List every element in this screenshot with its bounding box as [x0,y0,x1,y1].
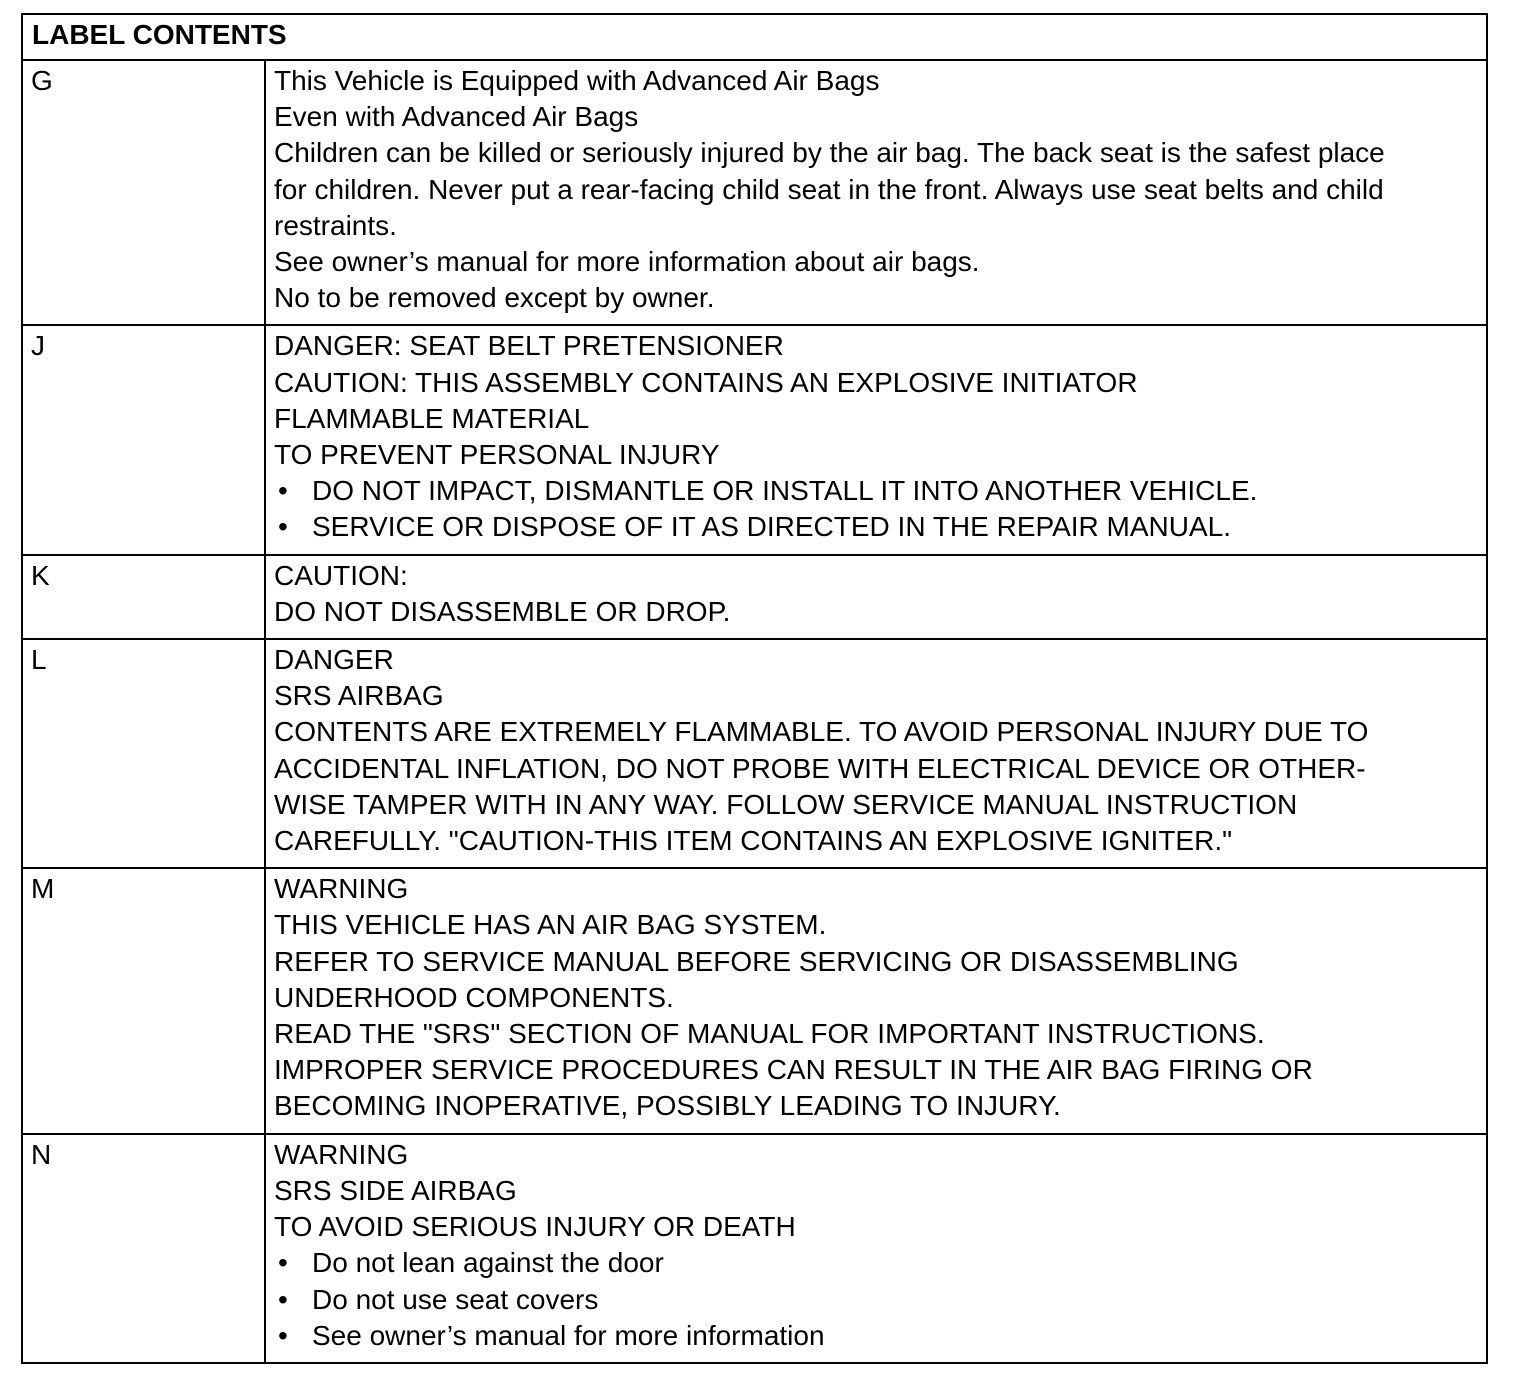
bullet-icon: • [278,1283,288,1315]
content-line: CAUTION: THIS ASSEMBLY CONTAINS AN EXPLOSIVE INITIATOR [274,366,1138,398]
content-line: SRS SIDE AIRBAG [274,1174,517,1206]
label-code: N [31,1138,52,1170]
content-line: THIS VEHICLE HAS AN AIR BAG SYSTEM. [274,909,827,941]
bullet-icon: • [278,1319,288,1351]
table-header-label: LABEL CONTENTS [32,19,287,50]
content-line: restraints. [274,209,397,241]
table-row [22,1134,1487,1363]
bullet-item [274,1282,1480,1318]
label-cell [22,60,265,325]
content-line: See owner’s manual for more information about air bags. [274,246,980,278]
content-line: WARNING [274,1138,409,1170]
label-cell [22,1134,265,1363]
content-line: Even with Advanced Air Bags [274,101,639,133]
bullet-text: See owner’s manual for more information [312,1319,825,1351]
contents-cell [265,1134,1487,1363]
content-line: CAUTION: [274,559,408,591]
bullet-icon: • [278,475,288,507]
content-line: CONTENTS ARE EXTREMELY FLAMMABLE. TO AVOID PERSONAL INJURY DUE TO [274,716,1369,748]
content-line: UNDERHOOD COMPONENTS. [274,981,674,1013]
content-line: Children can be killed or seriously injured by the air bag. The back seat is the safest place [274,137,1385,169]
table-row [22,868,1487,1133]
content-line: DANGER [274,644,394,676]
content-line: CAREFULLY. "CAUTION-THIS ITEM CONTAINS AN EXPLOSIVE IGNITER." [274,825,1233,857]
content-line: TO AVOID SERIOUS INJURY OR DEATH [274,1211,796,1243]
content-line: for children. Never put a rear-facing child seat in the front. Always use seat belts and child [274,173,1384,205]
content-line: REFER TO SERVICE MANUAL BEFORE SERVICING OR DISASSEMBLING [274,945,1239,977]
label-code: K [31,559,50,591]
bullet-icon: • [278,1247,288,1279]
bullet-text: Do not lean against the door [312,1247,664,1279]
bullet-icon: • [278,511,288,543]
content-line: No to be removed except by owner. [274,282,715,314]
bullet-item [274,1245,1480,1281]
content-line: TO PREVENT PERSONAL INJURY [274,439,720,471]
bullet-item [274,509,1480,545]
table-header [22,14,1487,60]
content-line: IMPROPER SERVICE PROCEDURES CAN RESULT IN THE AIR BAG FIRING OR [274,1054,1313,1086]
bullet-text: SERVICE OR DISPOSE OF IT AS DIRECTED IN THE REPAIR MANUAL. [312,511,1232,543]
contents-cell [265,325,1487,554]
bullet-text: Do not use seat covers [312,1283,599,1315]
label-cell [22,325,265,554]
label-code: G [31,65,53,96]
content-line: This Vehicle is Equipped with Advanced Air Bags [274,65,880,96]
content-line: READ THE "SRS" SECTION OF MANUAL FOR IMPORTANT INSTRUCTIONS. [274,1018,1265,1050]
table-row [22,639,1487,868]
label-contents-table [21,13,1488,1364]
label-code: M [31,873,55,905]
content-line: WARNING [274,873,409,905]
table-row [22,325,1487,554]
bullet-item [274,473,1480,509]
content-line: FLAMMABLE MATERIAL [274,402,590,434]
label-code: L [31,644,47,676]
table-row [22,60,1487,325]
contents-cell [265,60,1487,325]
bullet-text: DO NOT IMPACT, DISMANTLE OR INSTALL IT INTO ANOTHER VEHICLE. [312,475,1258,507]
label-cell [22,639,265,868]
content-line: BECOMING INOPERATIVE, POSSIBLY LEADING TO INJURY. [274,1090,1061,1122]
contents-cell [265,555,1487,639]
bullet-item [274,1318,1480,1354]
label-cell [22,555,265,639]
table-row [22,555,1487,639]
contents-cell [265,639,1487,868]
contents-cell [265,868,1487,1133]
content-line: DANGER: SEAT BELT PRETENSIONER [274,330,784,362]
label-cell [22,868,265,1133]
content-line: DO NOT DISASSEMBLE OR DROP. [274,595,731,627]
table-header-row [22,14,1487,60]
label-code: J [31,330,45,362]
content-line: ACCIDENTAL INFLATION, DO NOT PROBE WITH ELECTRICAL DEVICE OR OTHER- [274,752,1366,784]
content-line: WISE TAMPER WITH IN ANY WAY. FOLLOW SERVICE MANUAL INSTRUCTION [274,788,1298,820]
content-line: SRS AIRBAG [274,680,444,712]
